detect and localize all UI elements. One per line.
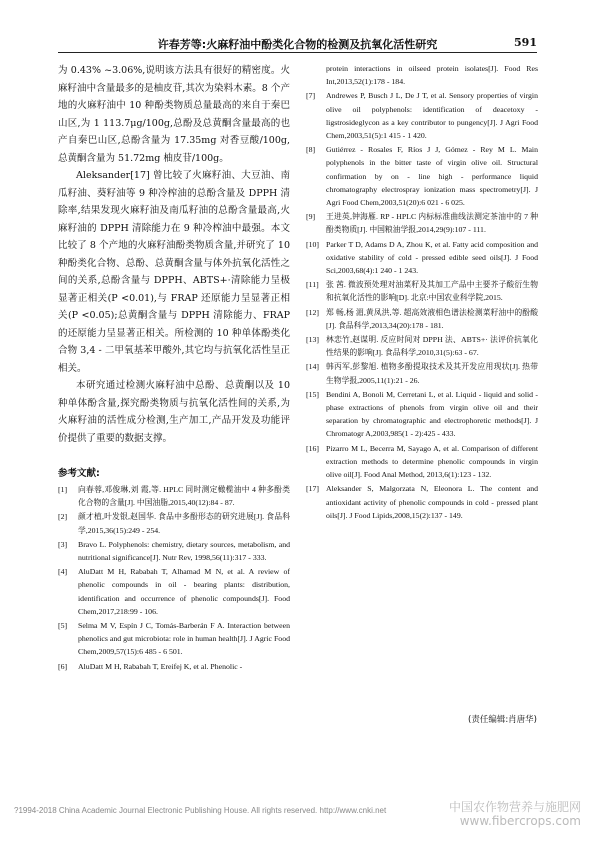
reference-text: 韩丙军,彭黎旭. 植物多酚提取技术及其开发应用现状[J]. 热带生物学报,2005,11(1):21 - 26. — [326, 362, 538, 385]
watermark-line: www.fibercrops.com — [459, 814, 581, 828]
reference-item — [58, 510, 290, 536]
reference-text: Parker T D, Adams D A, Zhou K, et al. Fatty acid composition and oxidative stability of cold - pressed edible seed oils[J]. J Food Sci,2003,68(4):1 240 - 1 243. — [326, 239, 538, 276]
reference-item — [306, 278, 538, 304]
reference-item — [306, 143, 538, 209]
reference-number: [2] — [58, 512, 68, 522]
reference-number: [11] — [306, 280, 319, 290]
reference-number: [6] — [58, 661, 68, 671]
reference-item — [306, 89, 538, 142]
reference-item — [58, 660, 290, 673]
right-column — [306, 62, 538, 523]
left-column — [58, 62, 290, 674]
reference-text: Aleksander S, Malgorzata N, Eleonora L. The content and antioxidant activity of phenolic compounds in cold - pressed plant oils[J]. J Food Lipids,2008,15(2):137 - 149. — [326, 484, 538, 520]
reference-number: [5] — [58, 621, 68, 631]
reference-item — [306, 388, 538, 441]
reference-item — [58, 619, 290, 659]
reference-number: [13] — [306, 335, 319, 345]
reference-number: [12] — [306, 307, 319, 317]
reference-text: AluDatt M H, Rababah T, Alhamad M N, et al. A review of phenolic compounds in oil - bearing plants: distribution, identification and occurrence of phenolic compounds[J]. Food Chem,2017,218:99 - 106. — [78, 567, 290, 616]
reference-item — [306, 333, 538, 359]
reference-text: Pizarro M L, Becerra M, Sayago A, et al. Comparison of different extraction methods to determine phenolic compounds in virgin olive oil[J]. Food Anal Method, 2013,6(1):123 - 132. — [326, 443, 538, 480]
running-title: 许春芳等:火麻籽油中酚类化合物的检测及抗氧化活性研究 — [157, 38, 438, 51]
reference-number: [1] — [58, 485, 68, 494]
reference-item — [58, 483, 290, 509]
reference-number: [4] — [58, 567, 68, 577]
reference-number: [7] — [306, 91, 316, 101]
reference-number: [3] — [58, 539, 68, 549]
reference-text: Gutiérrez - Rosales F, Ríos J J, Gómez - Rey M L. Main polyphenols in the bitter taste of virgin olive oil. Structural confirmation by on - line high - performance liquid chromatography electrospray ionization mass spectrometry[J]. J Agri Food Chem,2003,51(20):6 021 - 6 025. — [326, 145, 538, 208]
reference-item — [306, 442, 538, 482]
reference-list-right — [306, 62, 538, 522]
reference-number: [10] — [306, 239, 319, 249]
body-paragraph: 本研究通过检测火麻籽油中总酚、总黄酮以及 10 种单体酚含量,探究酚类物质与抗氧化活性间的关系,为火麻籽油的活性成分检测,生产加工,产品开发及功能评价提供了重要的数据支撑。 — [58, 380, 290, 444]
reference-text: protein interactions in oilseed protein isolates[J]. Food Res Int,2013,52(1):178 - 184. — [326, 64, 538, 87]
reference-item — [58, 565, 290, 618]
page-header — [58, 34, 537, 53]
reference-number: [8] — [306, 145, 316, 155]
reference-text: Bravo L. Polyphenols: chemistry, dietary sources, metabolism, and nutritional significance[J]. Nutr Rev, 1998,56(11):317 - 333. — [78, 539, 290, 563]
reference-text: 郑 畅,杨 湄,黄凤洪,等. 超高效液相色谱法检测菜籽油中的酚酸[J]. 食品科学,2013,34(20):178 - 181. — [326, 307, 538, 330]
reference-text: Andrewes P, Busch J L, De J T, et al. Sensory properties of virgin olive oil polyphenols: identification of deacetoxy - ligstrosideglycon as a key contributor to pungency[J]. J Agri Food Chem,2003,51(5):1 415 - 1 420. — [326, 91, 538, 141]
reference-number: [14] — [306, 362, 319, 372]
reference-item — [306, 482, 538, 522]
reference-text: 向春蓉,邓俊琳,刘 霞,等. HPLC 同时测定橄榄油中 4 种多酚类化合物的含量[J]. 中国油脂,2015,40(12):84 - 87. — [78, 485, 290, 508]
reference-text: 颜才植,叶发银,赵国华. 食品中多酚形态的研究进展[J]. 食品科学,2015,36(15):249 - 254. — [78, 512, 290, 535]
reference-item — [306, 62, 538, 88]
reference-text: AluDatt M H, Rababah T, Ereifej K, et al. Phenolic - — [78, 661, 243, 671]
reference-text: 林恋竹,赵谋明. 反应时间对 DPPH 法、ABTS+· 法评价抗氧化性结果的影响[J]. 食品科学,2010,31(5):63 - 67. — [326, 335, 538, 358]
editor-note: (责任编辑:肖唐华) — [468, 715, 537, 725]
reference-list-left — [58, 483, 290, 673]
watermark-line: 中国农作物营养与施肥网 — [448, 800, 581, 814]
body-paragraph: 为 0.43% ~3.06%,说明该方法具有很好的精密度。火麻籽油中含量最多的是柚皮苷,其次为染料木素。8 个产地的火麻籽油中 10 种酚类物质总量最高的来自于秦巴山区,为 1 113.7μg/100g,总酚及总黄酮含量最高的也产自秦巴山区,总酚含量为 17.35mg 对香豆酸/100g,总黄酮含量为 51.72mg 柚皮苷/100g。 — [58, 65, 290, 164]
reference-item — [306, 360, 538, 386]
reference-item — [306, 306, 538, 332]
references-heading: 参考文献: — [58, 468, 100, 479]
reference-number: [17] — [306, 484, 319, 494]
reference-number: [9] — [306, 212, 316, 222]
copyright-footer: ?1994-2018 China Academic Journal Electronic Publishing House. All rights reserved. http://www.cnki.net — [14, 806, 387, 815]
reference-item — [306, 210, 538, 236]
reference-item — [306, 238, 538, 278]
reference-text: 张 茜. 微波预处理对油菜籽及其加工产品中主要芥子酸衍生物和抗氧化活性的影响[D]. 北京:中国农业科学院,2015. — [326, 280, 538, 303]
reference-text: Selma M V, Espín J C, Tomás-Barberán F A. Interaction between phenolics and gut microbiota: role in human health[J]. J Agric Food Chem,2009,57(15):6 485 - 6 501. — [78, 621, 290, 657]
reference-text: 王进英,钟海雁. RP - HPLC 内标标准曲线法测定茶油中的 7 种酚类物质[J]. 中国粮油学报,2014,29(9):107 - 111. — [326, 212, 538, 235]
reference-text: Bendini A, Bonoli M, Cerretani L, et al. Liquid - liquid and solid - phase extractions of phenols from virgin olive oil and their separation by chromatographic and electrophoretic methods[J]. J Chromatogr A,2003,985(1 - 2):425 - 433. — [326, 389, 538, 439]
body-paragraph: Aleksander[17] 曾比较了火麻籽油、大豆油、南瓜籽油、葵籽油等 9 种冷榨油的总酚含量及 DPPH 清除率,结果发现火麻籽油及南瓜籽油的总酚含量最高,火麻籽油的 DPPH 清除能力在 9 种冷榨油中最强。本文比较了 8 个产地的火麻籽油酚类物质含量,并研究了 10 种酚类化合物、总酚、总黄酮含量与体外抗氧化活性之间的关系,总酚含量与 DPPH、ABTS+·清除能力呈极显著正相关(P <0.01),与 FRAP 还原能力呈显著正相关(P <0.05);总黄酮含量与 DPPH 清除能力、FRAP 的还原能力呈显著正相关。所检测的 10 种单体酚类化合物 3,4 - 二甲氧基苯甲酸外,其它均与抗氧化活性呈正相关。 — [58, 170, 290, 374]
page-number: 591 — [514, 36, 537, 49]
reference-number: [15] — [306, 389, 319, 399]
reference-number: [16] — [306, 443, 319, 453]
watermark — [449, 800, 581, 828]
reference-item — [58, 538, 290, 564]
